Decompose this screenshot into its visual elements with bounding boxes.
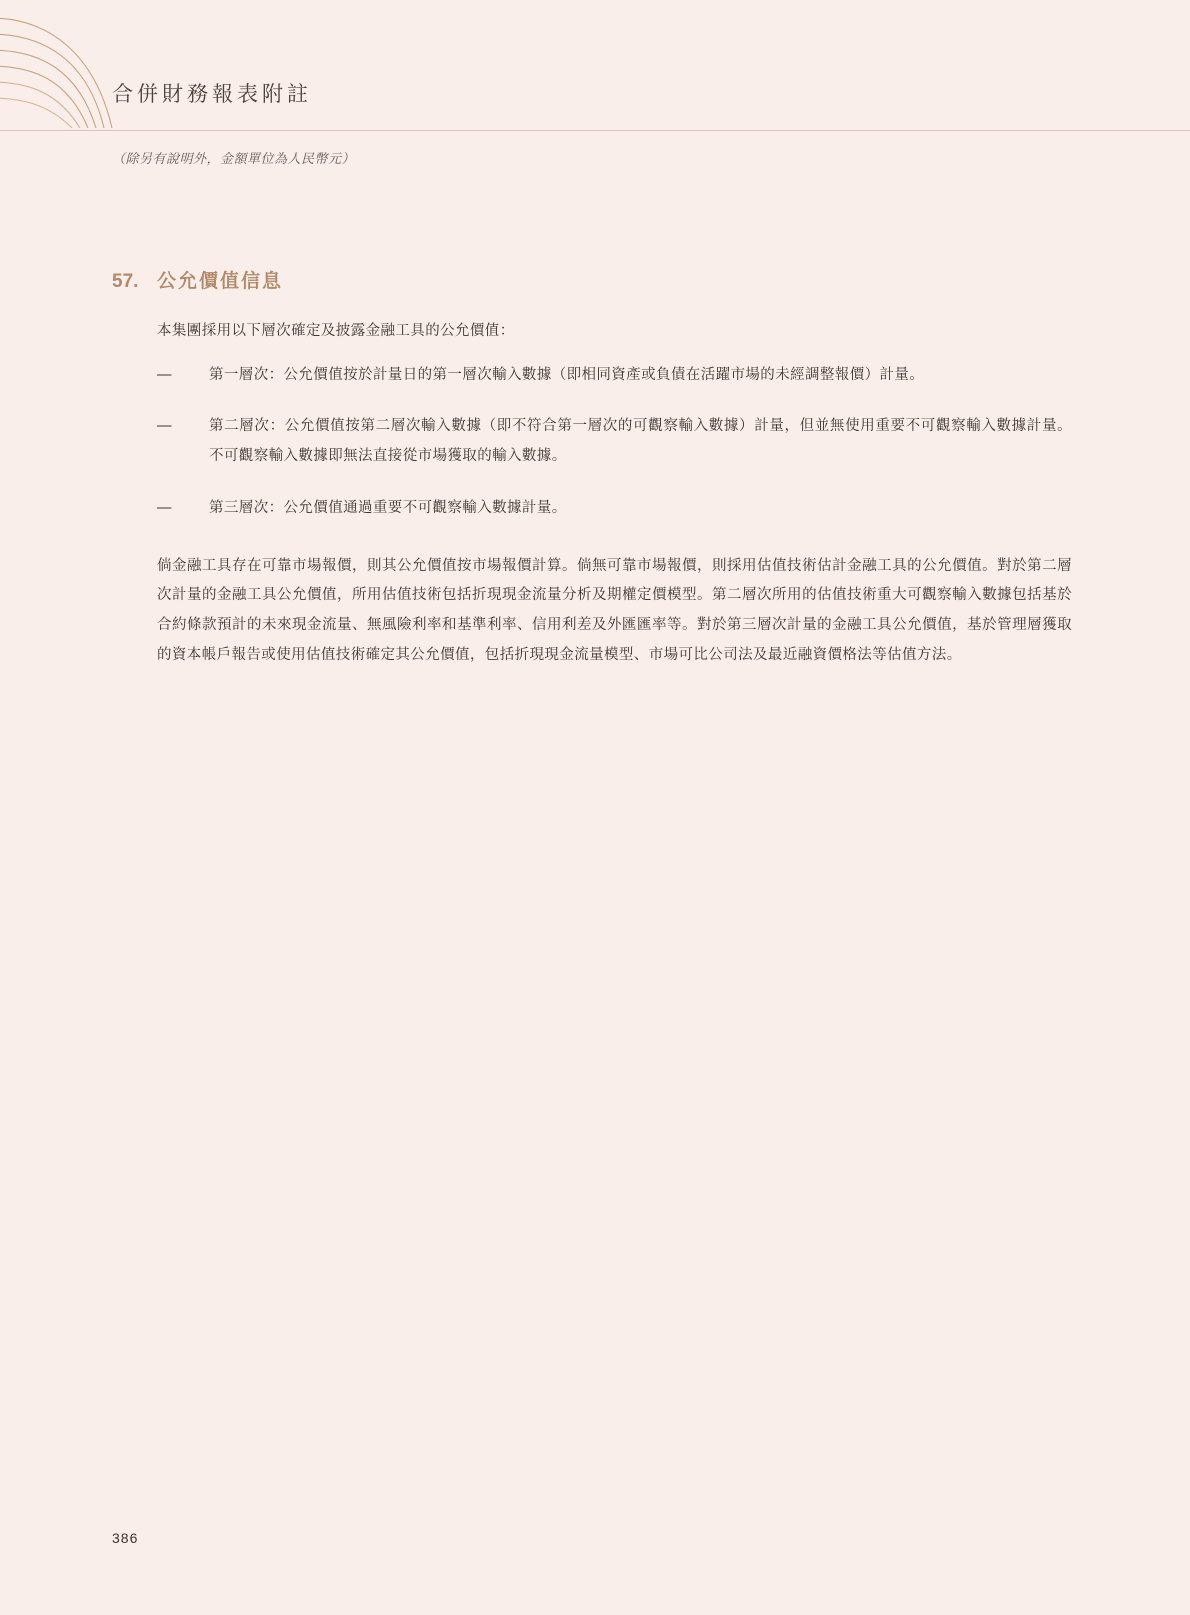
header-divider xyxy=(0,130,1190,131)
fair-value-level-list xyxy=(157,361,1072,524)
list-marker: — xyxy=(157,499,172,516)
section-body xyxy=(157,317,1072,670)
list-marker: — xyxy=(157,418,172,435)
section-number: 57. xyxy=(112,271,139,292)
header-title: 合併財務報表附註 xyxy=(112,82,312,106)
closing-paragraph: 倘金融工具存在可靠市場報價，則其公允價值按市場報價計算。倘無可靠市場報價，則採用估值技術估計金融工具的公允價值。對於第二層次計量的金融工具公允價值，所用估值技術包括折現現金流量分析及期權定價模型。第二層次所用的估值技術重大可觀察輸入數據包括基於合約條款預計的未來現金流量、無風險利率和基準利率、信用利差及外匯匯率等。對於第三層次計量的金融工具公允價值，基於管理層獲取的資本帳戶報告或使用估值技術確定其公允價值，包括折現現金流量模型、市場可比公司法及最近融資價格法等估值方法。 xyxy=(157,557,1072,663)
list-item xyxy=(157,494,1072,524)
page-number: 386 xyxy=(112,1530,139,1546)
intro-paragraph: 本集團採用以下層次確定及披露金融工具的公允價值： xyxy=(157,323,515,339)
section-title: 公允價值信息 xyxy=(157,271,284,292)
page-content xyxy=(112,266,1072,690)
list-marker: — xyxy=(157,366,172,383)
list-item-text: 第一層次：公允價值按於計量日的第一層次輸入數據（即相同資產或負債在活躍市場的未經調整報價）計量。 xyxy=(209,366,925,383)
list-item xyxy=(157,361,1072,391)
page-header xyxy=(112,78,1190,108)
section-heading xyxy=(112,266,1072,293)
list-item xyxy=(157,412,1072,471)
list-item-text: 第二層次：公允價值按第二層次輸入數據（即不符合第一層次的可觀察輸入數據）計量，但並無使用重要不可觀察輸入數據計量。不可觀察輸入數據即無法直接從市場獲取的輸入數據。 xyxy=(209,418,1072,465)
list-item-text: 第三層次：公允價值通過重要不可觀察輸入數據計量。 xyxy=(209,499,567,516)
decorative-swoosh-lines xyxy=(0,0,220,150)
currency-unit-note: （除另有說明外，金額單位為人民幣元） xyxy=(112,151,356,166)
